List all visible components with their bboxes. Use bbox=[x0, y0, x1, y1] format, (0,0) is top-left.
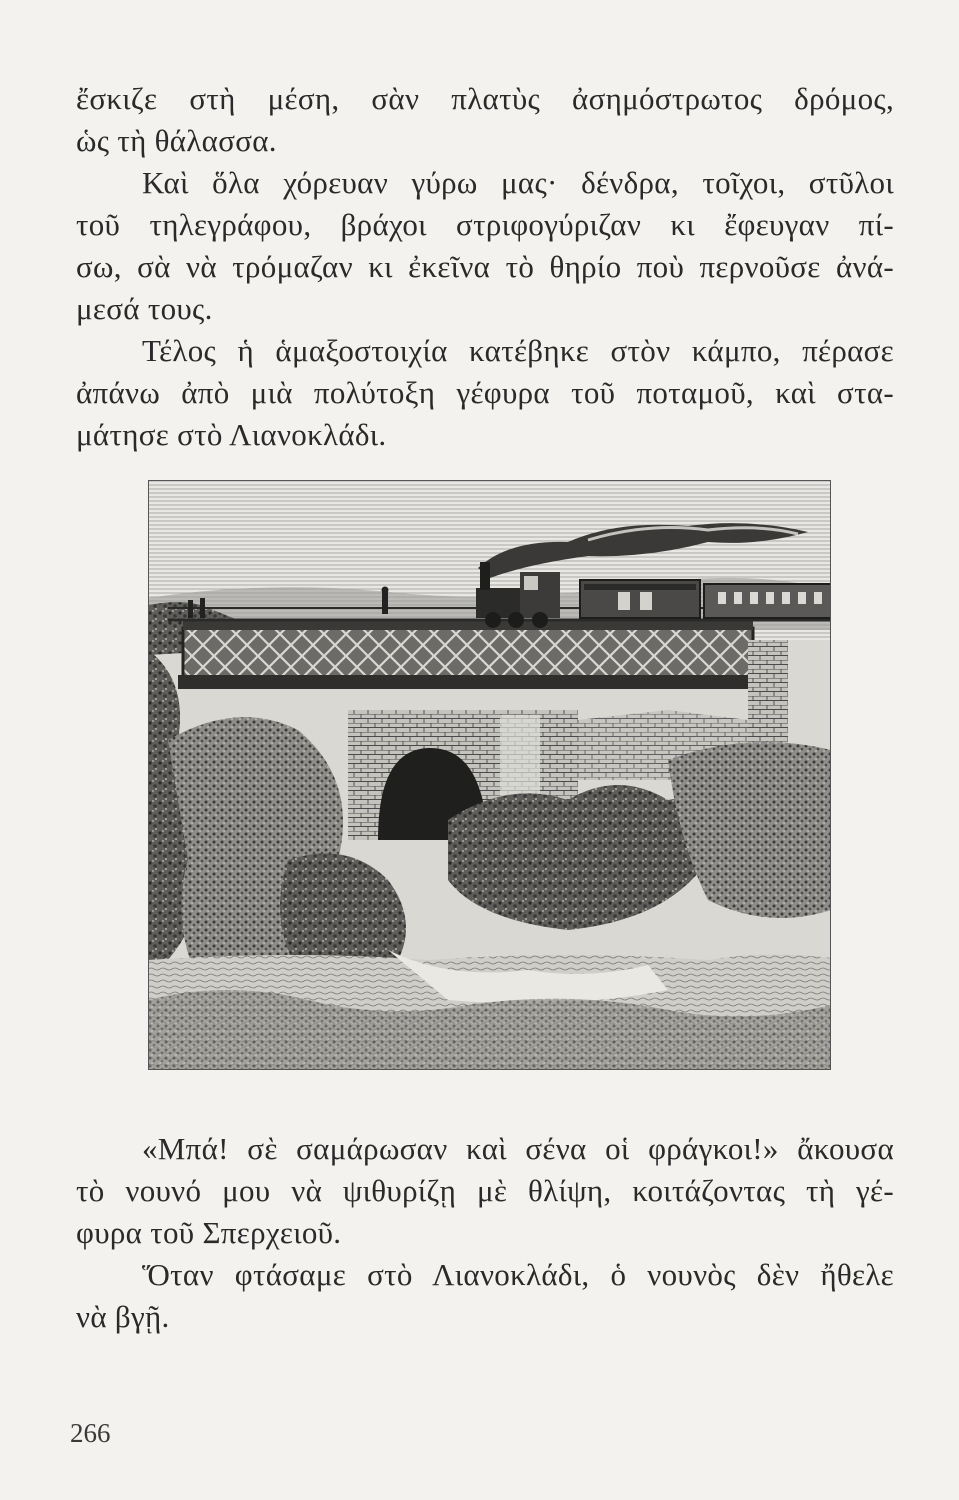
text-line: τὸ νουνό μου νὰ ψιθυρίζῃ μὲ θλίψη, κοιτάζοντας τὴ γέ- bbox=[76, 1173, 894, 1208]
carriages bbox=[580, 580, 831, 618]
paragraph-3 bbox=[76, 330, 894, 456]
paragraph-5 bbox=[76, 1254, 894, 1338]
text-line: ὡς τὴ θάλασσα. bbox=[76, 123, 277, 158]
text-line: τοῦ τηλεγράφου, βράχοι στριφογύριζαν κι ἔφευγαν πί- bbox=[76, 207, 894, 242]
text-line: Καὶ ὅλα χόρευαν γύρω μας· δένδρα, τοῖχοι, στῦλοι bbox=[142, 165, 894, 200]
text-line: σω, σὰ νὰ τρόμαζαν κι ἐκεῖνα τὸ θηρίο ποὺ περνοῦσε ἀνά- bbox=[76, 249, 894, 284]
text-line: νὰ βγῇ. bbox=[76, 1299, 170, 1334]
paragraph-1 bbox=[76, 78, 894, 162]
text-line: ἀπάνω ἀπὸ μιὰ πολύτοξη γέφυρα τοῦ ποταμοῦ, καὶ στα- bbox=[76, 375, 894, 410]
text-line: μεσά τους. bbox=[76, 291, 213, 326]
text-line: φυρα τοῦ Σπερχειοῦ. bbox=[76, 1215, 342, 1250]
text-line: μάτησε στὸ Λιανοκλάδι. bbox=[76, 417, 387, 452]
engraving-image bbox=[148, 480, 831, 1070]
paragraph-2 bbox=[76, 162, 894, 330]
illustration-train-bridge bbox=[148, 480, 831, 1070]
page-number: 266 bbox=[70, 1418, 111, 1448]
text-line: ἔσκιζε στὴ μέση, σὰν πλατὺς ἀσημόστρωτος δρόμος, bbox=[76, 81, 894, 116]
text-line: Ὅταν φτάσαμε στὸ Λιανοκλάδι, ὁ νουνὸς δὲν ἤθελε bbox=[142, 1257, 894, 1292]
text-line: Τέλος ἡ ἁμαξοστοιχία κατέβηκε στὸν κάμπο, πέρασε bbox=[142, 333, 894, 368]
text-line: «Μπά! σὲ σαμάρωσαν καὶ σένα οἱ φράγκοι!» ἄκουσα bbox=[142, 1131, 894, 1166]
paragraph-4 bbox=[76, 1128, 894, 1254]
